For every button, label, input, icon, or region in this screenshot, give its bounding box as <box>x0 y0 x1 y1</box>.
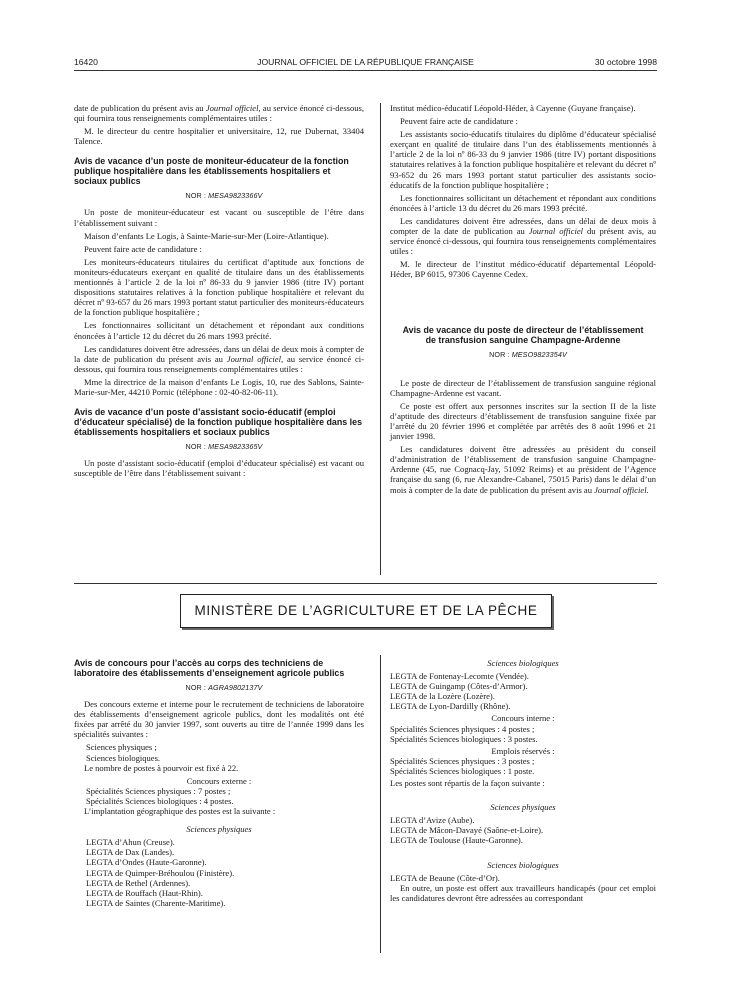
list-item: LEGTA de Dax (Landes). <box>86 847 175 858</box>
paragraph: M. le directeur du centre hospitalier et universitaire, 12, rue Dubernat, 33404 Talence. <box>74 126 364 147</box>
header-rule <box>74 70 657 71</box>
paragraph: date de publication du présent avis au Journal officiel, au service énoncé ci-dessous, qui fournira tous renseignements complémentaires utiles : <box>74 103 364 124</box>
paragraph: En outre, un poste est offert aux travailleurs handicapés (pour cet emploi les candidatures devront être adressées au correspondant <box>390 882 656 903</box>
journal-title: JOURNAL OFFICIEL DE LA RÉPUBLIQUE FRANÇAISE <box>257 57 474 67</box>
paragraph: Un poste d’assistant socio-éducatif (emploi d’éducateur spécialisé) est vacant ou susceptible de l’être dans l’établissement suivant : <box>74 458 364 479</box>
paragraph: Peuvent faire acte de candidature : <box>84 243 202 254</box>
location-list <box>74 837 364 908</box>
list-item: LEGTA d’Ondes (Haute-Garonne). <box>86 857 207 868</box>
list-item: LEGTA de Quimper-Bréhoulou (Finistère). <box>86 867 235 878</box>
paragraph: M. le directeur de l’institut médico-éducatif départemental Léopold-Héder, BP 6015, 97306 Cayenne Cedex. <box>390 259 656 280</box>
list-item: LEGTA de Rouffach (Haut-Rhin). <box>86 887 203 898</box>
specialty-item: Sciences biologiques. <box>86 752 161 763</box>
list-item: LEGTA de Lyon-Dardilly (Rhône). <box>390 701 511 712</box>
paragraph: Mme la directrice de la maison d’enfants Le Logis, 10, rue des Sablons, Sainte-Marie-sur-Mer, 44210 Pornic (téléphone : 02-40-82-06-11). <box>74 376 364 397</box>
list-item: Spécialités Sciences biologiques : 1 poste. <box>390 765 535 776</box>
notice-title: Avis de vacance d’un poste de moniteur-éducateur de la fonction publique hospitalière dans les établissements hospitaliers et sociaux publics <box>74 156 349 187</box>
paragraph: Le nombre de postes à pourvoir est fixé à 22. <box>84 762 239 773</box>
subheading: Concours externe : <box>186 775 252 786</box>
list-item: LEGTA de Fontenay-Lecomte (Vendée). <box>390 671 529 682</box>
notice-title: Avis de vacance d’un poste d’assistant socio-éducatif (emploi d’éducateur spécialisé) de la fonction publique hospitalière dans les établissements hospitaliers et sociaux publics <box>74 407 363 438</box>
paragraph: Un poste de moniteur-éducateur est vacant ou susceptible de l’être dans l’établissement suivant : <box>74 207 364 228</box>
list-item: Spécialités Sciences biologiques : 4 postes. <box>86 795 234 806</box>
paragraph: Les moniteurs-éducateurs titulaires du certificat d’aptitude aux fonctions de moniteurs-éducateurs exerçant en qualité de titulaire dans un des établissements mentionnés à l’article 2 de la loi nº 86-33 du 9 janvier 1986 (titre IV) portant dispositions statutaires relatives à la fonction publique hospitalière et relevant du décret nº 93-657 du 26 mars 1993 portant statut particulier des moniteurs-éducateurs de la fonction publique hospitalière ; <box>74 256 364 318</box>
ministry-heading-box <box>180 594 552 628</box>
paragraph: Des concours externe et interne pour le recrutement de techniciens de laboratoire des établissements d’enseignement agricole publics, dont les modalités ont été fixées par arrêté du 30 janvier 1997, sont ouverts au titre de l’année 1999 dans les spécialités suivantes : <box>74 699 364 740</box>
paragraph: Les candidatures doivent être adressées, dans un délai de deux mois à compter de la date de publication du présent avis au Journal officiel, au service énoncé ci-dessous, qui fournira tous renseignements complémentaires utiles : <box>74 343 364 374</box>
section-divider <box>74 583 657 584</box>
list-item: LEGTA de Guingamp (Côtes-d’Armor). <box>390 681 528 692</box>
subheading: Concours interne : <box>491 713 555 724</box>
issue-date: 30 octobre 1998 <box>594 57 657 67</box>
paragraph: Ce poste est offert aux personnes inscrites sur la section II de la liste d’aptitude des directeurs d’établissement de transfusion sanguine fixée par l’arrêté du 20 février 1996 et complétée par arrêtés des 8 août 1996 et 21 janvier 1998. <box>390 400 656 442</box>
paragraph: Les candidatures doivent être adressées au président du conseil d’administration de l’établissement de transfusion sanguine Champagne-Ardenne (45, rue Cognacq-Jay, 51092 Reims) et au président de l’Agence française du sang (6, rue Alexandre-Cabanel, 75015 Paris) dans le délai d’un mois à compter de la date de publication du présent avis au Journal officiel. <box>390 444 656 495</box>
paragraph: Institut médico-éducatif Léopold-Héder, à Cayenne (Guyane française). <box>390 103 636 113</box>
specialty-item: Sciences physiques ; <box>86 742 157 753</box>
notice-title: Avis de concours pour l’accès au corps des techniciens de laboratoire des établissements d’enseignement agricole publics <box>74 658 345 678</box>
paragraph: Les postes sont répartis de la façon suivante : <box>390 778 545 789</box>
column-divider-top <box>380 103 381 575</box>
list-item: LEGTA de Toulouse (Haute-Garonne). <box>390 835 523 846</box>
paragraph: Les assistants socio-éducatifs titulaires du diplôme d’éducateur spécialisé exerçant en qualité de titulaire dans l’un des établissements mentionnés à l’article 2 de la loi nº 86-33 du 9 janvier 1986 (titre IV) portant dispositions statutaires relatives à la fonction publique hospitalière et relevant du décret nº 93-652 du 26 mars 1993 portant statut particulier des assistants socio-éducatifs de la fonction publique hospitalière ; <box>390 129 656 190</box>
list-item: LEGTA de Saintes (Charente-Maritime). <box>86 897 226 908</box>
nor-reference: NOR : MESA9823366V <box>185 191 263 201</box>
list-item: LEGTA d’Avize (Aube). <box>390 815 475 826</box>
subheading: Emplois réservés : <box>491 745 555 756</box>
paragraph: Les fonctionnaires sollicitant un détachement et répondant aux conditions énoncées à l’article 13 du décret du 26 mars 1993 précité. <box>390 192 656 213</box>
column-top-right <box>390 103 656 498</box>
paragraph: Les candidatures doivent être adressées, dans un délai de deux mois à compter de la date de publication au Journal officiel du présent avis, au service énoncé ci-dessous, qui fournira tous renseignements complémentaires utiles : <box>390 215 656 257</box>
list-item: LEGTA de Mâcon-Davayé (Saône-et-Loire). <box>390 825 544 836</box>
paragraph: Le poste de directeur de l’établissement de transfusion sanguine régional Champagne-Ardenne est vacant. <box>390 377 656 398</box>
paragraph: Maison d’enfants Le Logis, à Sainte-Marie-sur-Mer (Loire-Atlantique). <box>84 230 329 241</box>
column-bottom-left <box>74 658 364 908</box>
page-number: 16420 <box>74 57 98 67</box>
paragraph: Peuvent faire acte de candidature : <box>400 116 518 127</box>
section-heading: Sciences biologiques <box>487 658 559 668</box>
list-item: LEGTA d’Ahun (Creuse). <box>86 837 175 848</box>
nor-reference: NOR : MESO9823354V <box>489 349 567 359</box>
list-item: Spécialités Sciences physiques : 3 postes ; <box>390 755 535 766</box>
nor-reference: NOR : AGRA9802137V <box>185 683 263 692</box>
list-item: Spécialités Sciences physiques : 4 postes ; <box>390 723 535 734</box>
notice-title: Avis de vacance du poste de directeur de l’établissement de transfusion sanguine Champagne-Ardenne <box>402 324 644 345</box>
column-bottom-right <box>390 658 656 906</box>
paragraph: Les fonctionnaires sollicitant un détachement et répondant aux conditions énoncées à l’article 12 du décret du 26 mars 1993 précité. <box>74 320 364 341</box>
section-heading: Sciences physiques <box>490 802 556 813</box>
list-item: LEGTA de Rethel (Ardennes). <box>86 877 191 888</box>
list-item: LEGTA de Beaune (Côte-d’Or). <box>390 872 500 883</box>
nor-reference: NOR : MESA9823365V <box>185 442 263 452</box>
spacer <box>390 366 656 378</box>
running-header <box>74 57 657 71</box>
column-divider-bottom <box>380 655 381 953</box>
paragraph: L’implantation géographique des postes est la suivante : <box>84 806 276 817</box>
section-heading: Sciences biologiques <box>487 859 559 870</box>
section-heading: Sciences physiques <box>186 824 252 835</box>
list-item: Spécialités Sciences physiques : 7 postes ; <box>86 785 231 796</box>
list-item: Spécialités Sciences biologiques : 3 postes. <box>390 733 538 744</box>
column-top-left <box>74 103 364 481</box>
list-item: LEGTA de la Lozère (Lozère). <box>390 691 495 702</box>
spacer <box>390 283 656 325</box>
ministry-title: MINISTÈRE DE L’AGRICULTURE ET DE LA PÊCHE <box>194 603 538 618</box>
